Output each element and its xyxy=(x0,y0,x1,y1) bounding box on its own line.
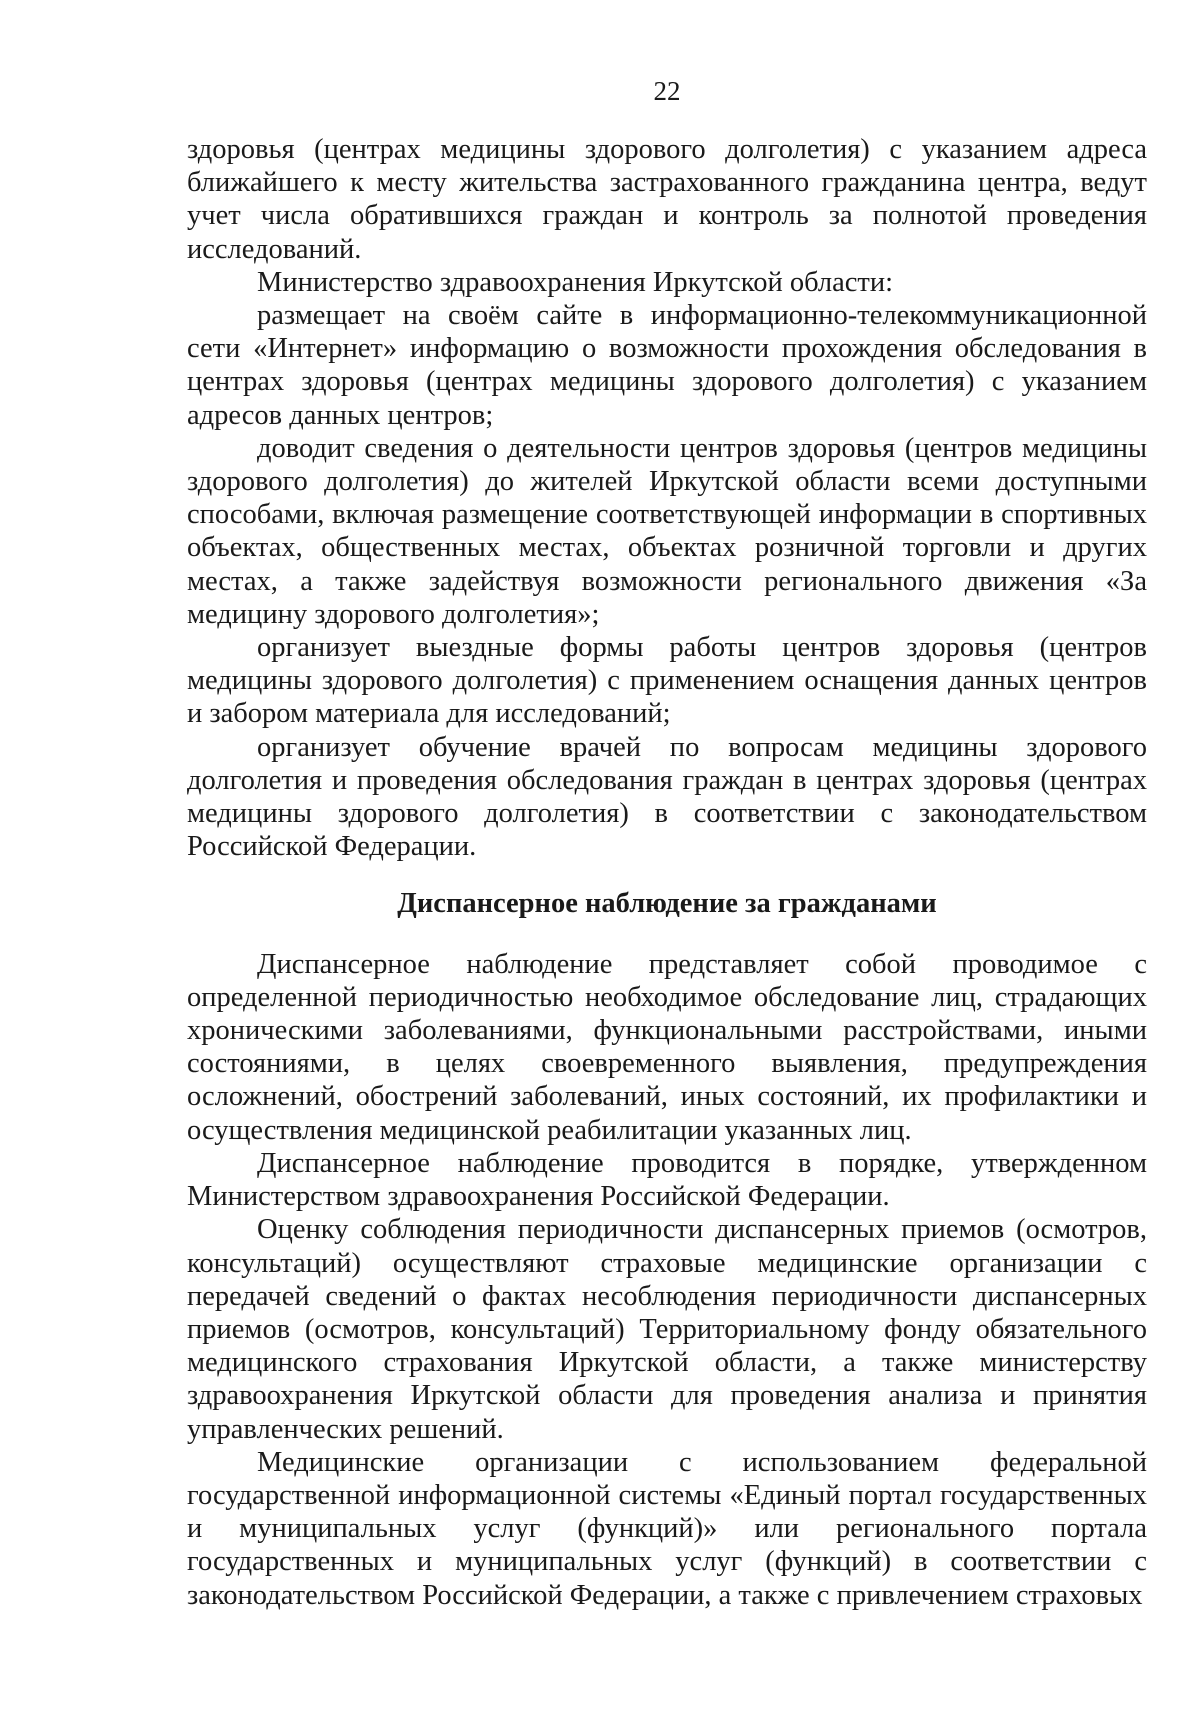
paragraph: размещает на своём сайте в информационно-телекоммуникационной сети «Интернет» информацию о возможности прохождения обследования в центрах здоровья (центрах медицины здорового долголетия) с указанием адресов данных центров; xyxy=(187,300,1147,431)
page-number: 22 xyxy=(653,76,681,106)
document-body xyxy=(187,133,1147,1612)
paragraph: организует обучение врачей по вопросам медицины здорового долголетия и проведения обследования граждан в центрах здоровья (центрах медицины здорового долголетия) в соответствии с законодательством Российской Федерации. xyxy=(187,731,1147,863)
paragraph: организует выездные формы работы центров здоровья (центров медицины здорового долголетия) с применением оснащения данных центров и забором материала для исследований; xyxy=(187,632,1147,730)
paragraph: Министерство здравоохранения Иркутской области: xyxy=(257,266,894,298)
spacer xyxy=(187,863,1147,887)
paragraph: Диспансерное наблюдение проводится в порядке, утвержденном Министерством здравоохранения Российской Федерации. xyxy=(187,1147,1147,1213)
section-heading: Диспансерное наблюдение за гражданами xyxy=(397,888,937,920)
paragraph: Медицинские организации с использованием федеральной государственной информационной системы «Единый портал государственных и муниципальных услуг (функций)» или регионального портала государственных и муниципальных услуг (функций) в соответствии с законодательством Российской Федерации, а также с привлечением страховых xyxy=(187,1446,1147,1611)
paragraph: доводит сведения о деятельности центров здоровья (центров медицины здорового долголетия) до жителей Иркутской области всеми доступными способами, включая размещение соответствующей информации в спортивных объектах, общественных местах, объектах розничной торговли и других местах, а также задействуя возможности регионального движения «За медицину здорового долголетия»; xyxy=(187,432,1147,630)
paragraph: здоровья (центрах медицины здорового долголетия) с указанием адреса ближайшего к месту жительства застрахованного гражданина центра, ведут учет числа обратившихся граждан и контроль за полнотой проведения исследований. xyxy=(187,134,1147,265)
paragraph: Диспансерное наблюдение представляет собой проводимое с определенной периодичностью необходимое обследование лиц, страдающих хроническими заболеваниями, функциональными расстройствами, иными состояниями, в целях своевременного выявления, предупреждения осложнений, обострений заболеваний, иных состояний, их профилактики и осуществления медицинской реабилитации указанных лиц. xyxy=(187,948,1147,1146)
paragraph: Оценку соблюдения периодичности диспансерных приемов (осмотров, консультаций) осуществляют страховые медицинские организации с передачей сведений о фактах несоблюдения периодичности диспансерных приемов (осмотров, консультаций) Территориальному фонду обязательного медицинского страхования Иркутской области, а также министерству здравоохранения Иркутской области для проведения анализа и принятия управленческих решений. xyxy=(187,1214,1147,1445)
spacer xyxy=(187,921,1147,948)
